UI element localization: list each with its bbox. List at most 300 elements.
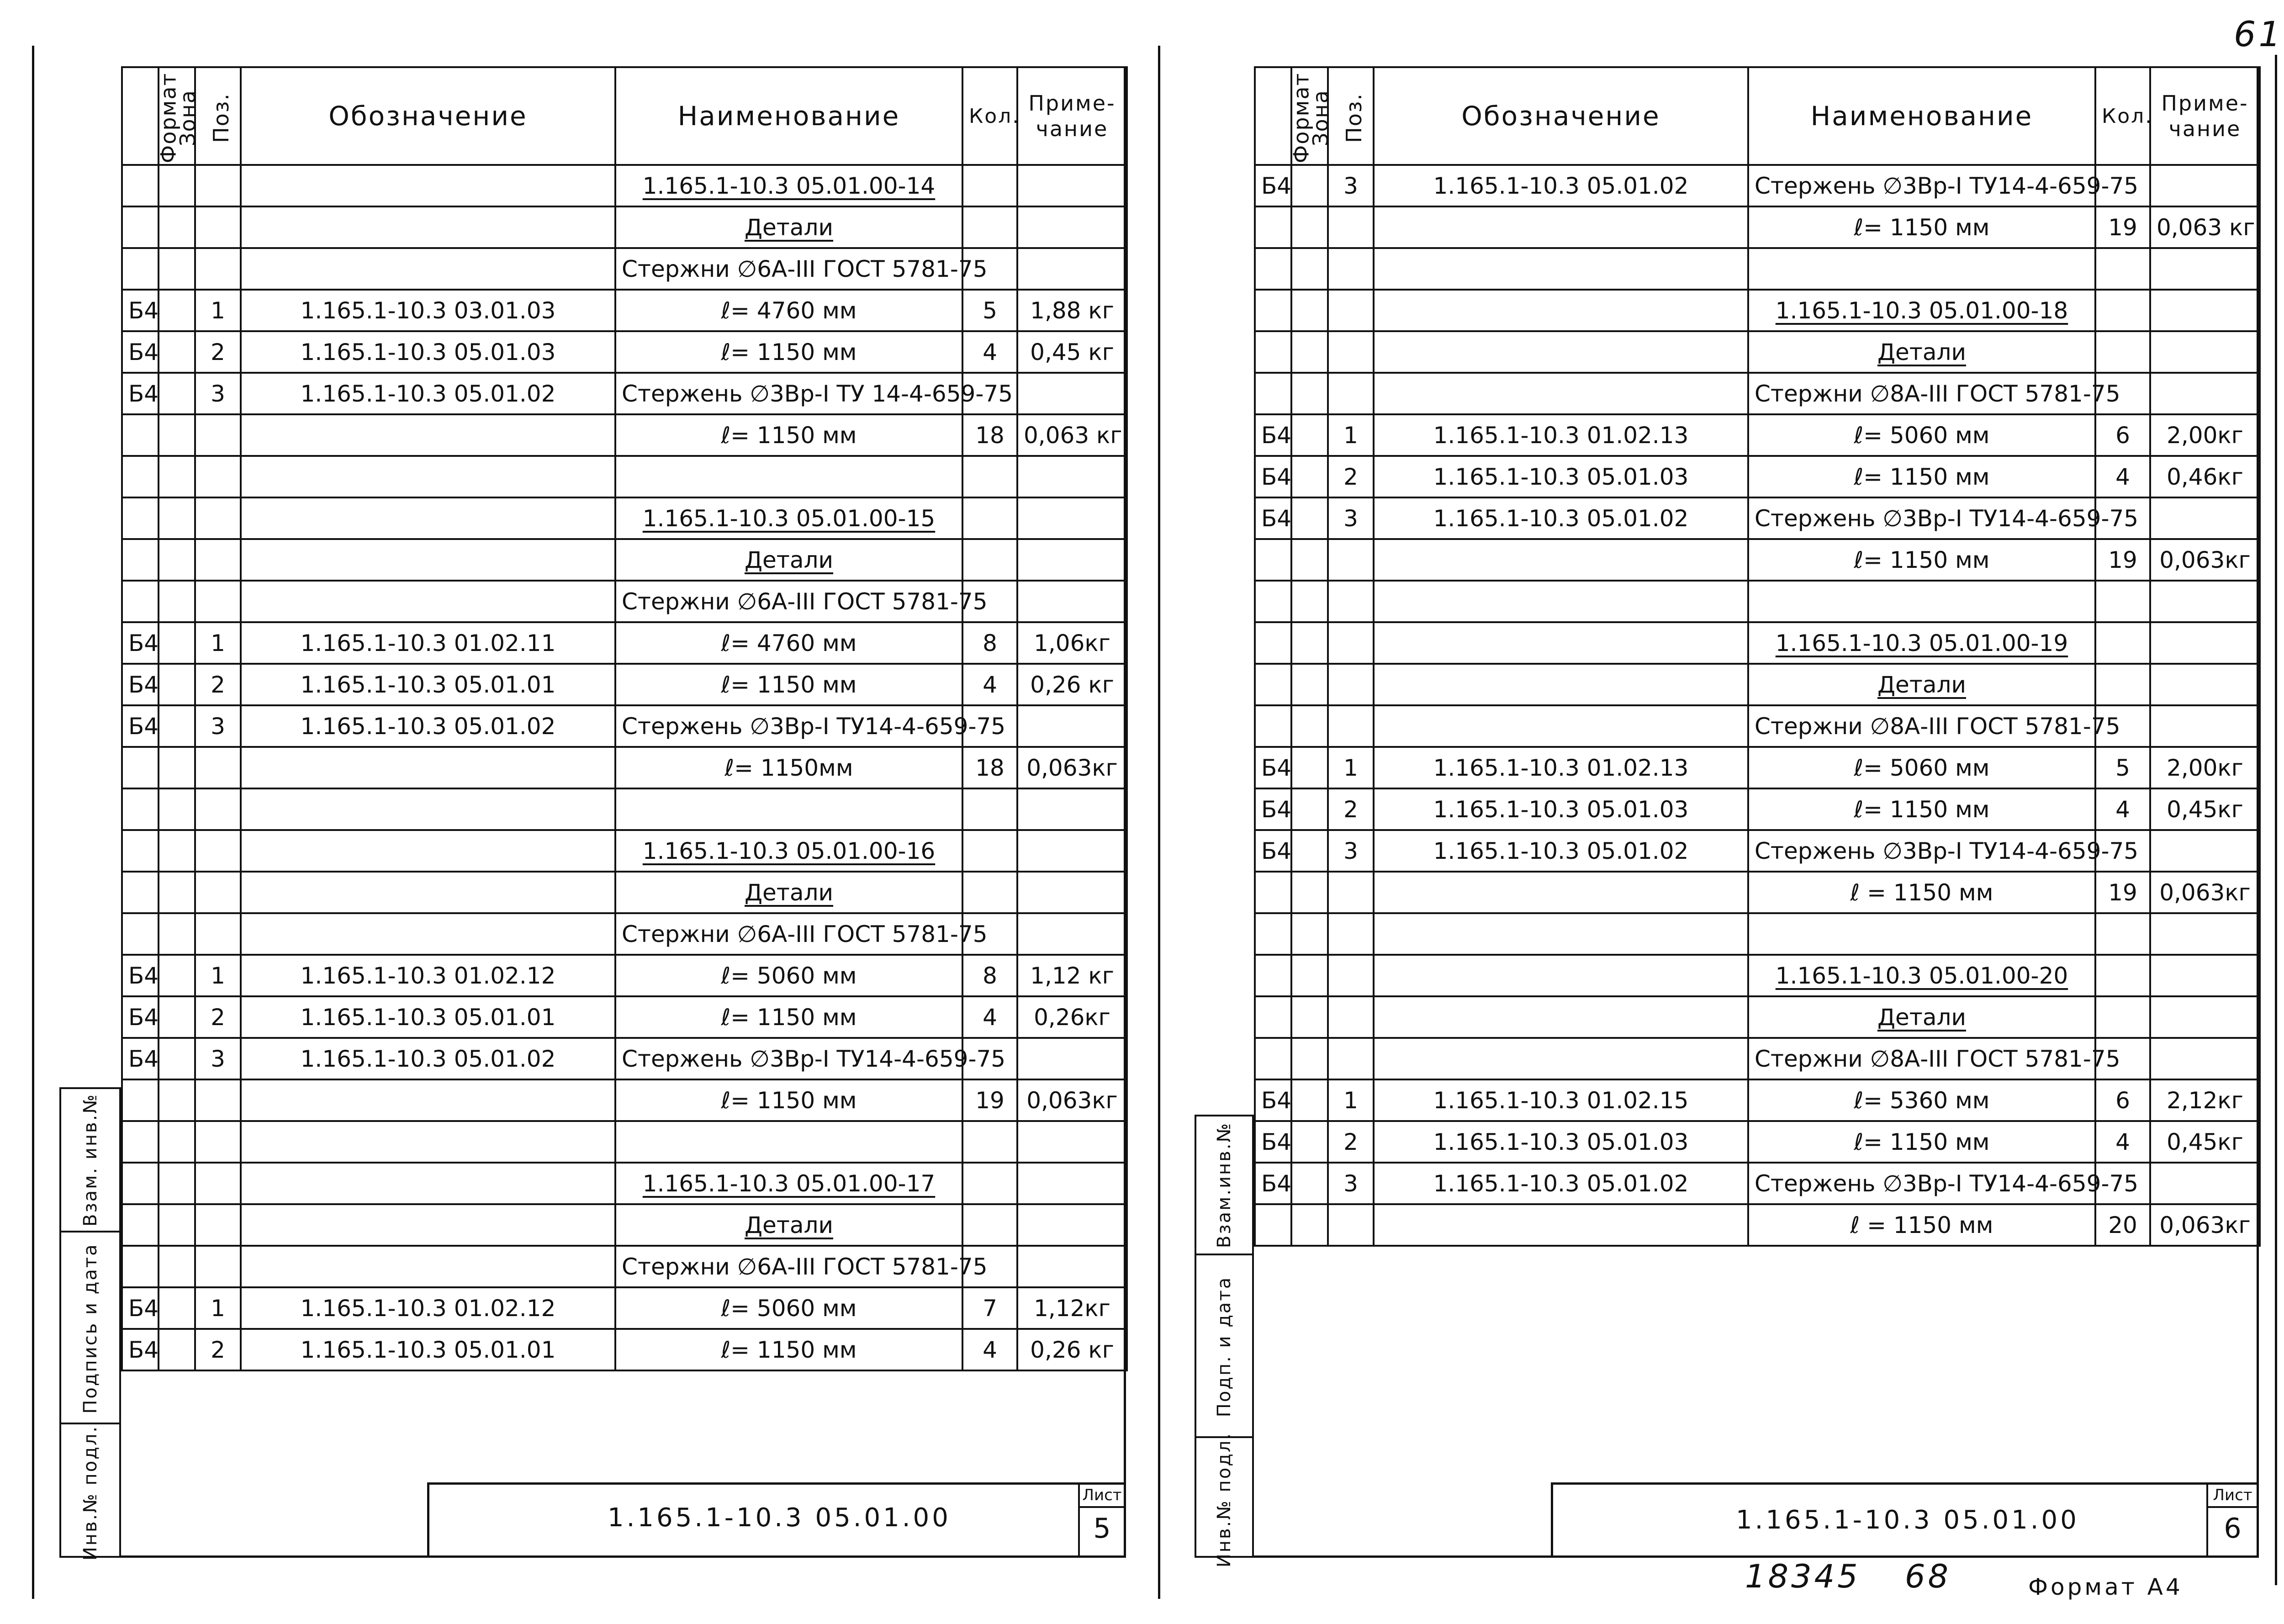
cell-format: Б4 [1255,788,1291,830]
cell-pos: 2 [195,996,241,1038]
col-format: Формат [1255,67,1291,165]
cell-pos: 1 [195,1287,241,1329]
spec-sheet-left [121,66,1126,1371]
cell-zone [1291,622,1328,664]
table-row [1255,830,2260,872]
cell-name: Стержень ∅3Вр-I ТУ 14-4-659-75 [615,373,962,414]
cell-zone [1291,248,1328,290]
cell-note: 0,26кг [1017,996,1127,1038]
cell-qty: 4 [2095,456,2150,497]
cell-format: Б4 [122,373,159,414]
cell-designation: 1.165.1-10.3 01.02.13 [1374,414,1748,456]
cell-zone [159,1121,195,1163]
cell-zone [1291,539,1328,581]
cell-note [2150,705,2260,747]
cell-format: Б4 [1255,747,1291,788]
spec-sheet-right [1254,66,2259,1247]
col-designation: Обозначение [241,67,615,165]
table-row [1255,955,2260,996]
table-row [122,955,1127,996]
cell-note [2150,1038,2260,1079]
cell-pos [195,830,241,872]
cell-designation [1374,955,1748,996]
cell-note [1017,248,1127,290]
cell-zone [159,539,195,581]
cell-name: ℓ= 1150 мм [1748,788,2095,830]
cell-designation [1374,996,1748,1038]
cell-designation [241,1163,615,1204]
cell-name: Детали [615,872,962,913]
spec-body-right [1255,165,2260,1246]
cell-qty [2095,290,2150,331]
cell-zone [1291,1079,1328,1121]
title-code-left: 1.165.1-10.3 05.01.00 [608,1503,951,1533]
cell-name: 1.165.1-10.3 05.01.00-15 [615,497,962,539]
cell-note [1017,581,1127,622]
cell-name [615,788,962,830]
cell-zone [159,414,195,456]
cell-pos: 1 [1328,414,1374,456]
cell-pos [1328,248,1374,290]
cell-name [615,456,962,497]
sheet-number-right: 6 [2224,1513,2242,1545]
cell-name: ℓ= 1150мм [615,747,962,788]
table-row [122,1287,1127,1329]
cell-zone [1291,165,1328,206]
cell-zone [159,456,195,497]
cell-note: 0,063 кг [2150,206,2260,248]
cell-zone [159,1287,195,1329]
cell-name: 1.165.1-10.3 05.01.00-20 [1748,955,2095,996]
cell-zone [159,1163,195,1204]
cell-note [2150,996,2260,1038]
cell-designation: 1.165.1-10.3 05.01.03 [1374,456,1748,497]
table-row [122,622,1127,664]
cell-note: 0,46кг [2150,456,2260,497]
cell-designation [241,539,615,581]
cell-name: Детали [615,206,962,248]
cell-pos [1328,955,1374,996]
cell-name: Стержни ∅8А-III ГОСТ 5781-75 [1748,1038,2095,1079]
cell-name: ℓ= 1150 мм [615,331,962,373]
cell-format [1255,622,1291,664]
cell-note [1017,1204,1127,1246]
cell-pos [1328,206,1374,248]
col-format: Формат [122,67,159,165]
cell-note: 2,00кг [2150,747,2260,788]
table-row [122,456,1127,497]
cell-format: Б4 [1255,1079,1291,1121]
cell-note [1017,872,1127,913]
cell-zone [159,1204,195,1246]
cell-designation [1374,872,1748,913]
cell-zone [159,1246,195,1287]
cell-pos: 3 [1328,497,1374,539]
cell-format [122,1079,159,1121]
cell-zone [159,497,195,539]
cell-format [1255,206,1291,248]
cell-zone [159,664,195,705]
cell-note [1017,1121,1127,1163]
cell-qty: 19 [2095,872,2150,913]
cell-format [1255,373,1291,414]
handwritten-archive-number: 18345 [1745,1558,1861,1595]
cell-name: Стержень ∅3Вр-I ТУ14-4-659-75 [615,705,962,747]
cell-qty [2095,913,2150,955]
cell-pos: 3 [1328,165,1374,206]
cell-name: Детали [615,1204,962,1246]
cell-pos: 2 [195,664,241,705]
table-row [1255,913,2260,955]
cell-note: 0,45кг [2150,788,2260,830]
cell-note [2150,581,2260,622]
table-row [1255,497,2260,539]
table-row [1255,705,2260,747]
cell-pos [195,581,241,622]
cell-designation [241,206,615,248]
header-row [122,67,1127,165]
cell-zone [159,747,195,788]
cell-designation: 1.165.1-10.3 05.01.02 [241,373,615,414]
cell-note [1017,1038,1127,1079]
table-row [122,331,1127,373]
side-label-inv-orig: Инв.№ подл. [79,1425,101,1561]
cell-pos: 2 [195,1329,241,1370]
table-row [1255,331,2260,373]
cell-name: ℓ = 1150 мм [1748,872,2095,913]
cell-designation [1374,1204,1748,1246]
cell-pos [1328,664,1374,705]
cell-note [2150,913,2260,955]
cell-pos: 3 [1328,830,1374,872]
cell-name: ℓ= 5060 мм [615,955,962,996]
cell-designation: 1.165.1-10.3 03.01.03 [241,290,615,331]
table-row [1255,664,2260,705]
cell-qty: 18 [962,414,1017,456]
cell-name: Стержни ∅8А-III ГОСТ 5781-75 [1748,705,2095,747]
cell-zone [1291,664,1328,705]
cell-note: 0,063кг [2150,1204,2260,1246]
cell-name: Стержни ∅6А-III ГОСТ 5781-75 [615,581,962,622]
cell-pos [1328,1038,1374,1079]
cell-pos [195,1163,241,1204]
cell-format [1255,913,1291,955]
cell-qty: 18 [962,747,1017,788]
cell-zone [1291,955,1328,996]
cell-format [1255,705,1291,747]
cell-qty: 20 [2095,1204,2150,1246]
col-zone: Зона [1291,67,1328,165]
cell-designation [1374,206,1748,248]
cell-pos: 3 [195,705,241,747]
cell-pos: 2 [195,331,241,373]
cell-qty [962,206,1017,248]
cell-note [1017,206,1127,248]
cell-name: Стержень ∅3Вр-I ТУ14-4-659-75 [1748,165,2095,206]
cell-zone [159,705,195,747]
cell-qty [2095,996,2150,1038]
cell-note [1017,830,1127,872]
cell-zone [1291,913,1328,955]
cell-qty: 5 [962,290,1017,331]
cell-note [2150,830,2260,872]
cell-name: ℓ= 5360 мм [1748,1079,2095,1121]
table-row [1255,1204,2260,1246]
cell-format: Б4 [122,1329,159,1370]
cell-note [1017,1163,1127,1204]
cell-pos [195,872,241,913]
cell-format [1255,248,1291,290]
table-row [122,996,1127,1038]
cell-pos [1328,913,1374,955]
table-row [122,248,1127,290]
cell-name: Стержень ∅3Вр-I ТУ14-4-659-75 [1748,497,2095,539]
side-label-inv-orig: Инв.№ подл. [1214,1432,1235,1568]
cell-format: Б4 [122,331,159,373]
cell-note [1017,497,1127,539]
spec-table-left [121,66,1128,1371]
cell-qty: 7 [962,1287,1017,1329]
cell-zone [1291,830,1328,872]
cell-designation [1374,373,1748,414]
cell-pos [195,456,241,497]
cell-format [1255,581,1291,622]
cell-designation [241,830,615,872]
cell-format: Б4 [122,290,159,331]
cell-zone [1291,996,1328,1038]
cell-format [122,165,159,206]
cell-format: Б4 [1255,497,1291,539]
cell-format: Б4 [122,996,159,1038]
cell-designation [241,456,615,497]
cell-pos: 2 [1328,788,1374,830]
cell-pos [1328,581,1374,622]
cell-zone [159,913,195,955]
cell-format: Б4 [1255,456,1291,497]
cell-zone [159,373,195,414]
cell-name: Детали [1748,331,2095,373]
cell-pos [195,206,241,248]
cell-qty [962,872,1017,913]
cell-note: 0,063 кг [1017,414,1127,456]
cell-name: ℓ= 1150 мм [615,664,962,705]
cell-note: 2,00кг [2150,414,2260,456]
cell-designation [1374,664,1748,705]
cell-zone [159,788,195,830]
cell-zone [1291,206,1328,248]
table-row [122,165,1127,206]
table-row [1255,747,2260,788]
cell-name: Стержень ∅3Вр-I ТУ14-4-659-75 [1748,1163,2095,1204]
cell-format [122,913,159,955]
cell-name: 1.165.1-10.3 05.01.00-19 [1748,622,2095,664]
table-row [122,1163,1127,1204]
title-code-right: 1.165.1-10.3 05.01.00 [1736,1505,2079,1535]
table-row [122,290,1127,331]
cell-format [122,1121,159,1163]
cell-note [1017,913,1127,955]
cell-note: 0,26 кг [1017,664,1127,705]
cell-qty [962,1163,1017,1204]
cell-note: 1,12 кг [1017,955,1127,996]
cell-pos [1328,872,1374,913]
cell-pos [195,497,241,539]
cell-pos: 3 [1328,1163,1374,1204]
cell-designation: 1.165.1-10.3 05.01.02 [1374,830,1748,872]
table-row [122,705,1127,747]
cell-note [1017,1246,1127,1287]
cell-name: Стержни ∅6А-III ГОСТ 5781-75 [615,248,962,290]
cell-name: Детали [615,539,962,581]
cell-designation: 1.165.1-10.3 05.01.02 [1374,165,1748,206]
cell-format: Б4 [122,1038,159,1079]
cell-format [122,830,159,872]
table-row [1255,456,2260,497]
cell-qty: 4 [962,996,1017,1038]
cell-format: Б4 [122,705,159,747]
cell-format: Б4 [1255,1163,1291,1204]
cell-format: Б4 [1255,414,1291,456]
right-margin-line [2275,55,2277,1585]
cell-format: Б4 [122,622,159,664]
cell-designation: 1.165.1-10.3 05.01.02 [241,705,615,747]
table-row [122,1121,1127,1163]
table-row [1255,1038,2260,1079]
cell-designation: 1.165.1-10.3 05.01.03 [1374,1121,1748,1163]
side-strip-left [59,1087,121,1561]
cell-designation [1374,622,1748,664]
cell-format: Б4 [122,1287,159,1329]
cell-qty [962,1204,1017,1246]
cell-name: ℓ= 5060 мм [615,1287,962,1329]
table-row [122,206,1127,248]
cell-format [122,1204,159,1246]
table-row [1255,414,2260,456]
cell-qty: 4 [2095,788,2150,830]
cell-pos [195,913,241,955]
cell-designation [241,788,615,830]
cell-zone [159,1038,195,1079]
cell-pos [1328,1204,1374,1246]
cell-name: ℓ= 1150 мм [1748,206,2095,248]
cell-qty: 6 [2095,1079,2150,1121]
side-label-inv-sub: Взам. инв.№ [79,1093,101,1227]
cell-format [122,248,159,290]
cell-name: 1.165.1-10.3 05.01.00-18 [1748,290,2095,331]
cell-name: ℓ= 1150 мм [615,414,962,456]
cell-qty: 19 [2095,206,2150,248]
cell-note [2150,331,2260,373]
cell-note: 0,063кг [2150,539,2260,581]
cell-format [122,1163,159,1204]
table-row [1255,206,2260,248]
cell-name: Стержни ∅8А-III ГОСТ 5781-75 [1748,373,2095,414]
cell-note [1017,456,1127,497]
cell-zone [159,165,195,206]
cell-designation [241,1204,615,1246]
cell-format [122,456,159,497]
cell-qty [2095,331,2150,373]
col-qty: Кол. [962,67,1017,165]
table-row [1255,539,2260,581]
cell-format [122,206,159,248]
cell-note [2150,373,2260,414]
cell-name: Стержень ∅3Вр-I ТУ14-4-659-75 [615,1038,962,1079]
cell-format [1255,1204,1291,1246]
cell-name: ℓ= 1150 мм [615,1079,962,1121]
cell-pos [195,165,241,206]
cell-qty [2095,248,2150,290]
table-row [122,913,1127,955]
cell-designation [241,1121,615,1163]
cell-designation [1374,581,1748,622]
cell-designation: 1.165.1-10.3 01.02.15 [1374,1079,1748,1121]
col-zone: Зона [159,67,195,165]
cell-zone [159,996,195,1038]
sheet-number-box-left: Лист 5 [1078,1482,1126,1558]
cell-note [2150,622,2260,664]
cell-format [122,788,159,830]
table-row [122,830,1127,872]
cell-format: Б4 [1255,165,1291,206]
cell-zone [1291,581,1328,622]
cell-qty: 8 [962,622,1017,664]
cell-format [122,581,159,622]
cell-qty: 8 [962,955,1017,996]
cell-zone [159,331,195,373]
table-row [1255,622,2260,664]
cell-name: ℓ= 5060 мм [1748,414,2095,456]
cell-designation [1374,1038,1748,1079]
cell-qty [962,788,1017,830]
cell-format [1255,872,1291,913]
cell-designation [1374,913,1748,955]
spec-table-right [1254,66,2261,1247]
cell-zone [1291,414,1328,456]
side-label-sign-date: Подпись и дата [79,1243,101,1414]
cell-designation: 1.165.1-10.3 05.01.03 [1374,788,1748,830]
table-row [122,581,1127,622]
cell-pos [195,1204,241,1246]
sheet-number-left: 5 [1093,1513,1111,1545]
table-row [1255,1163,2260,1204]
cell-zone [1291,1038,1328,1079]
cell-pos: 1 [195,622,241,664]
cell-designation [241,913,615,955]
cell-qty [2095,581,2150,622]
table-row [1255,373,2260,414]
cell-pos [1328,373,1374,414]
table-row [1255,248,2260,290]
cell-format [122,497,159,539]
cell-pos [195,788,241,830]
right-border-right-sheet [2257,66,2259,1558]
cell-designation [241,248,615,290]
cell-qty: 4 [962,664,1017,705]
cell-designation [1374,290,1748,331]
cell-format [122,539,159,581]
cell-designation [241,414,615,456]
cell-name: Детали [1748,664,2095,705]
cell-name: 1.165.1-10.3 05.01.00-16 [615,830,962,872]
cell-pos: 1 [195,955,241,996]
center-fold-line-left [1158,46,1160,1599]
cell-designation [241,581,615,622]
cell-format [122,747,159,788]
table-row [1255,581,2260,622]
cell-zone [159,872,195,913]
table-row [122,1204,1127,1246]
